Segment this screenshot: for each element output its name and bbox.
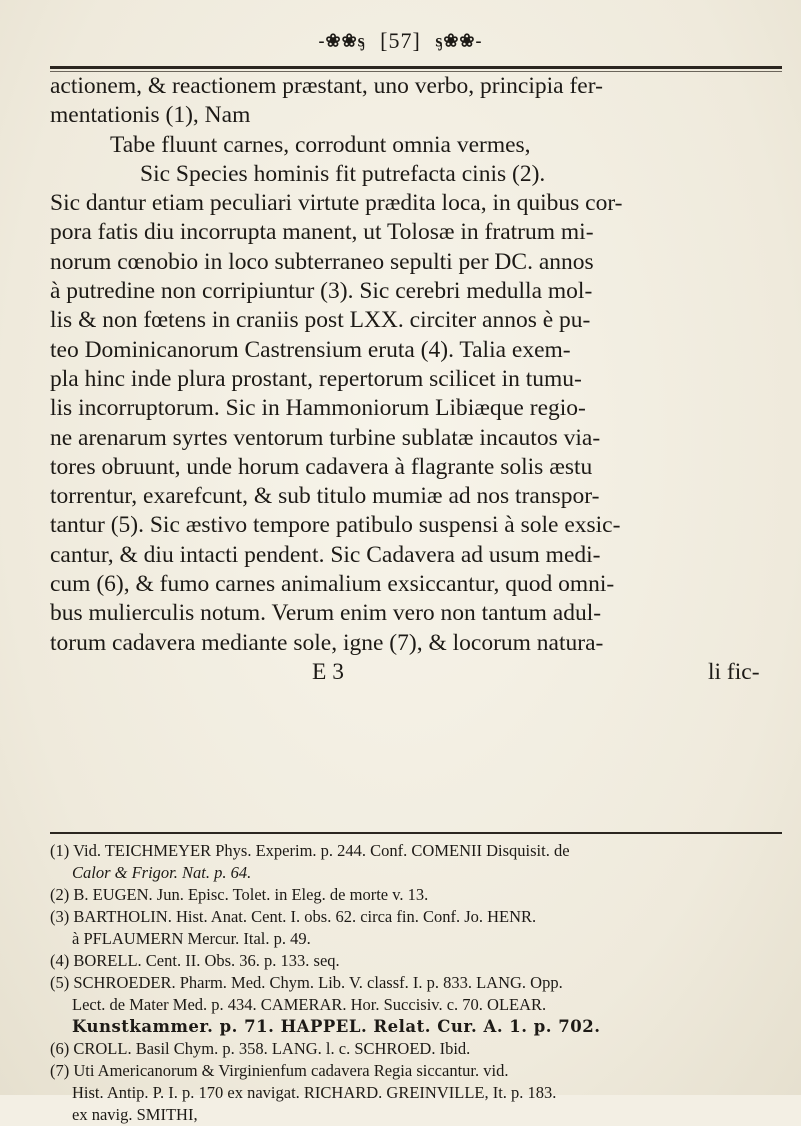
left-ornament: -❀❀ᶊ [318, 30, 366, 51]
running-header [0, 26, 801, 54]
text-line: Sic dantur etiam peculiari virtute prædita loca, in quibus cor- [50, 190, 623, 217]
catch-line [50, 658, 790, 687]
main-text [50, 72, 790, 687]
text-line: norum cœnobio in loco subterraneo sepulti per DC. annos [50, 248, 594, 275]
text-line: cum (6), & fumo carnes animalium exsiccantur, quod omni- [50, 571, 615, 598]
footnote-text: BARTHOLIN. Hist. Anat. Cent. I. obs. 62. circa fin. Conf. Jo. HENR. [73, 907, 537, 926]
footnote-5-cont: Lect. de Mater Med. p. 434. CAMERAR. Hor. Succisiv. c. 70. OLEAR. [72, 995, 547, 1014]
text-line: bus mulierculis notum. Verum enim vero non tantum adul- [50, 600, 602, 627]
footnote-mark: (3) [50, 907, 70, 926]
footnote-text: Vid. TEICHMEYER Phys. Experim. p. 244. Conf. COMENII Disquisit. de [73, 841, 570, 860]
footnote-text: Uti Americanorum & Virginienfum cadavera Regia siccantur. vid. [73, 1061, 509, 1080]
text-line: tores obruunt, unde horum cadavera à flagrante solis æstu [50, 453, 593, 480]
text-line: mentationis (1), Nam [50, 102, 251, 129]
verse-line: Tabe fluunt carnes, corrodunt omnia vermes, [110, 131, 531, 158]
footnote-mark: (5) [50, 973, 70, 992]
footnote-3 [50, 906, 790, 928]
text-line: tantur (5). Sic æstivo tempore patibulo suspensi à sole exsic- [50, 512, 621, 539]
footnote-1 [50, 840, 790, 862]
right-ornament: ᶊ❀❀- [435, 30, 483, 51]
text-line: torrentur, exarefcunt, & sub titulo mumiæ ad nos transpor- [50, 483, 600, 510]
text-line: à putredine non corripiuntur (3). Sic cerebri medulla mol- [50, 278, 593, 305]
footnotes [50, 840, 790, 1126]
footnote-5 [50, 972, 790, 994]
footnote-3-cont: à PFLAUMERN Mercur. Ital. p. 49. [72, 929, 311, 948]
text-line: actionem, & reactionem præstant, uno verbo, principia fer- [50, 73, 603, 99]
footnote-mark: (4) [50, 951, 70, 970]
text-line: ne arenarum syrtes ventorum turbine sublatæ incautos via- [50, 424, 601, 451]
footnote-mark: (6) [50, 1039, 70, 1058]
footnote-4 [50, 950, 790, 972]
footnote-2 [50, 884, 790, 906]
footnote-1-cont: Calor & Frigor. Nat. p. 64. [72, 863, 252, 882]
footnote-text: SCHROEDER. Pharm. Med. Chym. Lib. V. classf. I. p. 833. LANG. Opp. [73, 973, 563, 992]
footnote-5-cont2: Kunstkammer. p. 71. HAPPEL. Relat. Cur. A. 1. p. 702. [72, 1017, 601, 1036]
signature-mark: E 3 [312, 658, 344, 685]
text-line: pla hinc inde plura prostant, repertorum scilicet in tumu- [50, 365, 582, 392]
verse-line: Sic Species hominis fit putrefacta cinis (2). [140, 160, 546, 187]
footnote-mark: (1) [50, 841, 70, 860]
text-line: torum cadavera mediante sole, igne (7), & locorum natura- [50, 629, 604, 656]
page-number: [57] [380, 27, 421, 53]
footnote-mark: (7) [50, 1061, 70, 1080]
footnote-7 [50, 1060, 790, 1082]
footnote-rule [50, 832, 782, 834]
footnote-7-cont2: ex navig. SMITHI, [72, 1105, 198, 1124]
footnote-mark: (2) [50, 885, 70, 904]
text-line: cantur, & diu intacti pendent. Sic Cadavera ad usum medi- [50, 541, 601, 568]
footnote-text: CROLL. Basil Chym. p. 358. LANG. l. c. SCHROED. Ibid. [73, 1039, 471, 1058]
text-line: lis & non fœtens in craniis post LXX. circiter annos è pu- [50, 307, 591, 334]
footnote-7-cont: Hist. Antip. P. I. p. 170 ex navigat. RICHARD. GREINVILLE, It. p. 183. [72, 1083, 557, 1102]
text-line: teo Dominicanorum Castrensium eruta (4). Talia exem- [50, 336, 571, 363]
text-line: pora fatis diu incorrupta manent, ut Tolosæ in fratrum mi- [50, 219, 594, 246]
footnote-text: BORELL. Cent. II. Obs. 36. p. 133. seq. [73, 951, 340, 970]
header-rule [50, 66, 782, 69]
footnote-6 [50, 1038, 790, 1060]
catchword: li fic- [708, 658, 760, 685]
footnote-text: B. EUGEN. Jun. Episc. Tolet. in Eleg. de morte v. 13. [73, 885, 429, 904]
text-line: lis incorruptorum. Sic in Hammoniorum Libiæque regio- [50, 395, 586, 422]
